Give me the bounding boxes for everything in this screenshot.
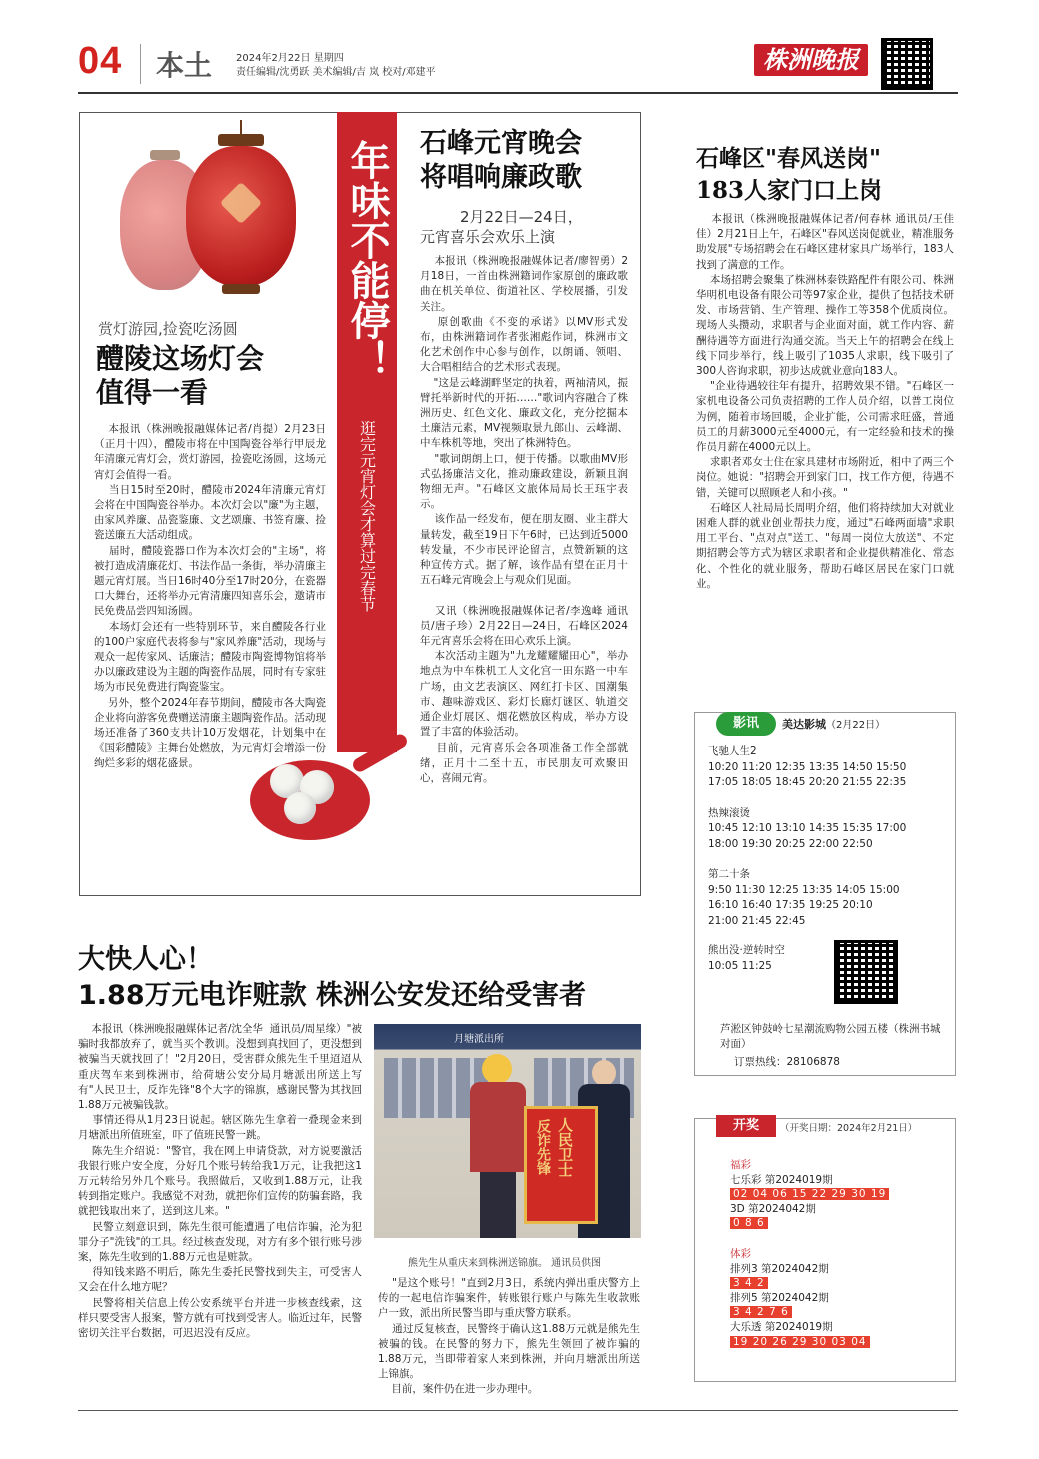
header-meta <box>236 52 436 80</box>
person-left-legs <box>480 1172 516 1238</box>
fraud-body-2: "是这个账号！"直到2月3日，系统内弹出重庆警方上传的一起电信诈骗案件，转账银行账户与陈先生收款账户一致，派出所民警当即与重庆警方联系。 通过反复核查，民警终于确认这1.88万元就是熊先生被骗的钱。在民警的努力下，熊先生领回了被诈骗的1.88万元，当即带着家人来到株洲，并向月塘派出所送上锦旗。 目前，案件仍在进一步办理中。 <box>378 1277 640 1396</box>
qlc-label: 七乐彩 第2024019期 <box>730 1173 833 1186</box>
sports-label: 体彩 <box>730 1247 751 1260</box>
cinema-schedule <box>708 744 948 974</box>
welfare-label: 福彩 <box>730 1159 751 1171</box>
photo-caption: 熊先生从重庆来到株洲送锦旗。 通讯员供图 <box>408 1258 602 1269</box>
lantern-title-2: 值得一看 <box>96 376 209 409</box>
blurred-face-icon <box>482 1054 512 1084</box>
lantern-kicker: 赏灯游园,捡瓷吃汤圆 <box>98 320 238 338</box>
movie-times: 18:00 19:30 20:25 22:00 22:50 <box>708 837 873 850</box>
movie-times: 10:20 11:20 12:35 13:35 14:50 15:50 <box>708 760 907 773</box>
header-divider <box>140 44 141 84</box>
p5-label: 排列5 第2024042期 <box>730 1291 829 1304</box>
movie-title: 第二十条 <box>708 868 750 880</box>
feature-band-title <box>337 140 397 389</box>
movie-title: 熊出没·逆转时空 <box>708 944 785 956</box>
dlt-label: 大乐透 第2024019期 <box>730 1320 833 1333</box>
dlt-numbers: 19 20 26 29 30 03 04 <box>730 1336 870 1348</box>
cinema-name: 美达影城 <box>782 718 826 731</box>
d3-label: 3D 第2024042期 <box>730 1202 816 1215</box>
d3-numbers: 0 8 6 <box>730 1217 768 1229</box>
qr-code-icon <box>881 38 933 90</box>
feature-band-title-text: 年味不能停！ <box>344 140 390 380</box>
movie-times: 10:05 11:25 <box>708 959 772 972</box>
song-title-2: 将唱响廉政歌 <box>420 162 582 193</box>
pennant-photo <box>374 1024 641 1238</box>
lantern-icon <box>186 120 296 300</box>
jobs-title-1: 石峰区"春风送岗" <box>696 145 881 172</box>
movie-times: 9:50 11:30 12:25 13:35 14:05 15:00 <box>708 883 900 896</box>
cinema-phone: 订票热线：28106878 <box>734 1056 840 1068</box>
tangyuan-spoon-icon <box>250 740 400 850</box>
fraud-title-2: 1.88万元电诈赃款 株洲公安发还给受害者 <box>78 980 587 1011</box>
lottery-tag: 开奖 <box>716 1115 776 1137</box>
lottery-results <box>730 1158 930 1349</box>
fraud-body: 本报讯（株洲晚报融媒体记者/沈全华 通讯员/周星缘）"被骗时我都放弃了，就当买个教训。没想到真找回了，更没想到被骗当天就找回了！"2月20日，受害群众熊先生千里迢迢从重庆驾车来到株洲市，给荷塘公安分局月塘派出所送上写有"人民卫士，反诈先锋"8个大字的锦旗，感谢民警为其找回1.88万元被骗钱款。 事情还得从1月23日说起。辖区陈先生拿着一叠现金来到月塘派出所值班室，吓了值班民警一跳。 陈先生介绍说："警官，我在网上申请贷款，对方说要激活我银行账户安全度，分好几个账号转给我1万元，让我把这1万元转给另外几个账号。我照做后，又收到1.88万元，让我转到指定账户。我感觉不对劲，就把你们宣传的防骗套路，我就把钱取出来了，送到这儿来。" 民警立刻意识到，陈先生很可能遭遇了电信诈骗，沦为犯罪分子"洗钱"的工具。经过核查发现，对方有多个银行账号涉案，陈先生收到的1.88万元也是赃款。 得知钱来路不明后，陈先生委托民警找到失主，可受害人又会在什么地方呢？ 民警将相关信息上传公安系统平台并进一步核查线索，这样只要受害人报案，警方就有可找到受害人。临近过年，民警密切关注平台数据，可迟迟没有反应。 <box>78 1023 362 1340</box>
lottery-date: （开奖日期：2024年2月21日） <box>780 1123 918 1134</box>
cinema-date: （2月22日） <box>826 720 886 731</box>
pennant-text-2: 反诈先锋 <box>535 1119 551 1175</box>
jobs-body: 本报讯（株洲晚报融媒体记者/何春林 通讯员/王佳佳）2月21日上午，石峰区"春风送岗促就业，精准服务助发展"专场招聘会在石峰区建材家具广场举行，183人找到了满意的工作。 本场招聘会聚集了株洲林泰铁路配件有限公司、株洲华明机电设备有限公司等97家企业，提供了包括技术研发、市场营销、生产管理、操作工等358个优质岗位。现场人头攒动，求职者与企业面对面，就工作内容、薪酬待遇等方面进行沟通交流。当天上午的招聘会在线上线下同步举行，线上吸引了1035人求职，线下吸引了300人咨询求职，初步达成就业意向183人。 "企业待遇较往年有提升，招聘效果不错。"石峰区一家机电设备公司负责招聘的工作人员介绍，以普工岗位为例，随着市场回暖，企业扩能，公司需求旺盛，普通员工的月薪3000元至4000元，有一定经验和技术的操作员月薪在4000元以上。 求职者邓女士住在家具建材市场附近，相中了两三个岗位。她说："招聘会开到家门口，找工作方便，待遇不错，关键可以照顾老人和小孩。" 石峰区人社局局长周明介绍，他们将持续加大对就业困难人群的就业创业帮扶力度，通过"石峰两面墙"求职用工平台、"点对点"送工、"每周一岗位大放送"、不定期招聘会等方式为辖区求职者和企业提供精准化、常态化、个性化的就业服务，帮助石峰区居民在家门口就业。 <box>696 213 955 590</box>
movie-title: 飞驰人生2 <box>708 745 757 757</box>
qlc-numbers: 02 04 06 15 22 29 30 19 <box>730 1188 889 1200</box>
movie-times: 16:10 16:40 17:35 19:25 20:10 <box>708 899 873 911</box>
feature-band-sub <box>337 420 397 616</box>
movie-times: 21:00 21:45 22:45 <box>708 914 806 927</box>
p3-numbers: 3 4 2 <box>730 1277 768 1289</box>
movie-title: 热辣滚烫 <box>708 806 750 819</box>
feature-band-sub-text: 逛完元宵灯会才算过完春节 <box>357 420 377 612</box>
person-left <box>470 1082 526 1172</box>
movie-times: 17:05 18:05 18:45 20:20 21:55 22:35 <box>708 776 907 788</box>
movie-times: 10:45 12:10 13:10 14:35 15:35 17:00 <box>708 822 907 834</box>
song-body: 本报讯（株洲晚报融媒体记者/廖智勇）2月18日，一首由株洲籍词作家原创的廉政歌曲在机关单位、街道社区、学校展播，引发关注。 原创歌曲《不变的承诺》以MV形式发布，由株洲籍词作者张湘彪作词，株洲市文化艺术创作中心参与创作，以朗诵、领唱、大合唱相结合的艺术形式表现。 "这是云峰湖畔坚定的执着，两袖清风，振臂托举新时代的开拓……"歌词内容融合了株洲历史、红色文化、廉政文化，充分挖掘本土廉洁元素，MV视频取景九郎山、云峰湖、中车株机等地，突出了株洲特色。 "歌词朗朗上口，便于传播。以歌曲MV形式弘扬廉洁文化，推动廉政建设，新颖且润物细无声。"石峰区文旅体局局长王珏宇表示。 该作品一经发布，便在朋友圈、业主群大量转发，截至19日下午6时，已达到近5000转发量，不少市民评论留言，点赞新颖的这种宣传方式。据了解，该作品有望在正月十五石峰元宵晚会上与观众们见面。 又讯（株洲晚报融媒体记者/李逸峰 通讯员/唐子珍）2月22日—24日，石峰区2024年元宵喜乐会将在田心欢乐上演。 本次活动主题为"九龙耀耀耀田心"，举办地点为中车株机工人文化宫一田东路一中车广场，由文艺表演区、网红打卡区、国潮集市、趣味游戏区、彩灯长廊灯谜区、轨道交通企业灯展区、烟花燃放区构成，举办方设置了丰富的体验活动。 目前，元宵喜乐会各项准备工作全部就绪，正月十二至十五，市民朋友可欢聚田心，喜闹元宵。 <box>420 255 629 784</box>
song-title-1: 石峰元宵晚会 <box>420 128 582 159</box>
header-rule <box>78 92 958 94</box>
police-head <box>592 1060 616 1086</box>
song-sub-2: 元宵喜乐会欢乐上演 <box>420 228 556 246</box>
page-number: 04 <box>78 40 123 82</box>
pennant <box>524 1106 598 1224</box>
song-sub-1: 2月22日—24日， <box>460 208 583 226</box>
date-line: 2024年2月22日 星期四 <box>236 53 344 64</box>
cinema-address: 芦淞区钟鼓岭七星潮流购物公园五楼（株洲书城对面） <box>720 1023 941 1050</box>
newspaper-logo: 株洲晚报 <box>754 44 868 76</box>
jobs-title-2: 183人家门口上岗 <box>696 177 883 204</box>
editors-line: 责任编辑/沈勇跃 美术编辑/吉 岚 校对/邓建平 <box>236 67 436 78</box>
pennant-text-1: 人民卫士 <box>556 1117 574 1177</box>
lantern-body: 本报讯（株洲晚报融媒体记者/肖提）2月23日（正月十四），醴陵市将在中国陶瓷谷举行甲辰龙年清廉元宵灯会，赏灯游园，捡瓷吃汤圆，这场元宵灯会值得一看。 当日15时至20时，醴陵市2024年清廉元宵灯会将在中国陶瓷谷举办。本次灯会以"廉"为主题，由家风养廉、品瓷鉴廉、文艺颂廉、书签育廉、捡瓷送廉五大活动组成。 届时，醴陵瓷器口作为本次灯会的"主场"，将被打造成清廉花灯、书法作品一条街，举办清廉主题元宵灯展。当日16时40分至17时20分，在瓷器口大舞台，还将举办元宵清廉四知喜乐会，邀请市民免费品尝四知汤圆。 本场灯会还有一些特别环节，来自醴陵各行业的100户家庭代表将参与"家风养廉"活动，现场与观众一起传家风、话廉洁；醴陵市陶瓷博物馆将举办以廉政建设为主题的陶瓷作品展，同时有专家驻场为市民免费进行陶瓷鉴宝。 另外，整个2024年春节期间，醴陵市各大陶瓷企业将向游客免费赠送清廉主题陶瓷作品。活动现场还准备了360支共计10万发烟花，计划集中在《国彩醴陵》主舞台处燃放，为元宵灯会增添一份绚烂多彩的烟花盛景。 <box>94 423 327 770</box>
fraud-title-1: 大快人心！ <box>78 944 213 975</box>
cinema-tag: 影讯 <box>716 712 776 736</box>
footer-rule <box>78 1410 958 1411</box>
cinema-qr-icon <box>834 940 898 1004</box>
p5-numbers: 3 4 2 7 6 <box>730 1306 792 1318</box>
p3-label: 排列3 第2024042期 <box>730 1262 829 1275</box>
section-name: 本土 <box>156 49 213 82</box>
lantern-title-1: 醴陵这场灯会 <box>96 342 265 375</box>
cinema-header <box>782 716 885 732</box>
photo-banner: 月塘派出所 <box>454 1034 504 1045</box>
